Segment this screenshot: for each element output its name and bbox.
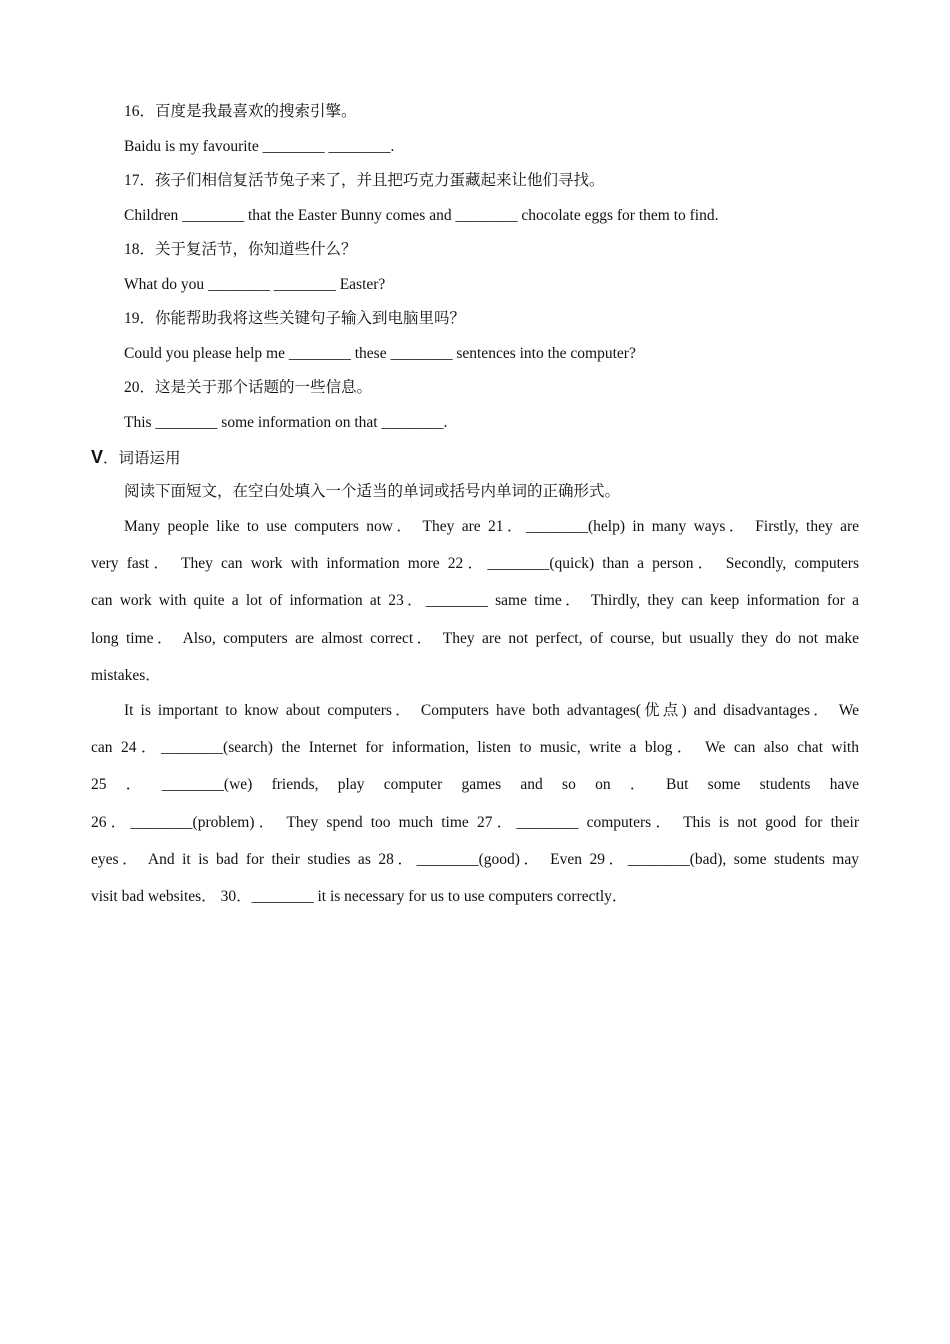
- section-title: ．词语运用: [103, 450, 181, 467]
- section-instruction: 阅读下面短文，在空白处填入一个适当的单词或括号内单词的正确形式。: [124, 483, 621, 500]
- question-20-english: This ________ some information on that ________.: [124, 414, 448, 431]
- question-17-english: Children ________ that the Easter Bunny comes and ________ chocolate eggs for them to find.: [124, 207, 719, 224]
- question-16-chinese: 16．百度是我最喜欢的搜索引擎。: [124, 103, 357, 120]
- passage-line: very fast． They can work with information more 22．________(quick) than a person． Secondly, computers: [91, 555, 859, 572]
- passage-line: long time． Also, computers are almost correct． They are not perfect, of course, but usually they do not make: [91, 630, 859, 647]
- question-19-chinese: 19．你能帮助我将这些关键句子输入到电脑里吗？: [124, 310, 466, 327]
- question-20-chinese: 20．这是关于那个话题的一些信息。: [124, 379, 373, 396]
- passage-line: visit bad websites． 30．________ it is necessary for us to use computers correctly．: [91, 888, 628, 905]
- passage-line: can work with quite a lot of information at 23．________ same time． Thirdly, they can keep information for a: [91, 592, 859, 609]
- question-17-chinese: 17．孩子们相信复活节兔子来了，并且把巧克力蛋藏起来让他们寻找。: [124, 172, 605, 189]
- question-18-english: What do you ________ ________ Easter?: [124, 276, 386, 293]
- question-18-chinese: 18．关于复活节，你知道些什么？: [124, 241, 357, 258]
- passage-line: mistakes．: [91, 667, 161, 684]
- section-heading: [91, 446, 181, 470]
- question-16-english: Baidu is my favourite ________ ________.: [124, 138, 395, 155]
- passage-line: eyes． And it is bad for their studies as 28．________(good)． Even 29．________(bad), some students may: [91, 851, 859, 868]
- passage-line: 25 ． ________(we) friends, play computer games and so on ． But some students have: [91, 776, 859, 793]
- passage-line: Many people like to use computers now． They are 21．________(help) in many ways． Firstly, they are: [124, 518, 859, 535]
- passage-line: It is important to know about computers． Computers have both advantages(优点) and disadvantages． We: [124, 702, 859, 719]
- section-number: V: [91, 447, 104, 467]
- question-19-english: Could you please help me ________ these ________ sentences into the computer?: [124, 345, 636, 362]
- passage-line: 26．________(problem)． They spend too much time 27．________ computers． This is not good for their: [91, 814, 859, 831]
- passage-line: can 24．________(search) the Internet for information, listen to music, write a blog． We can also chat with: [91, 739, 859, 756]
